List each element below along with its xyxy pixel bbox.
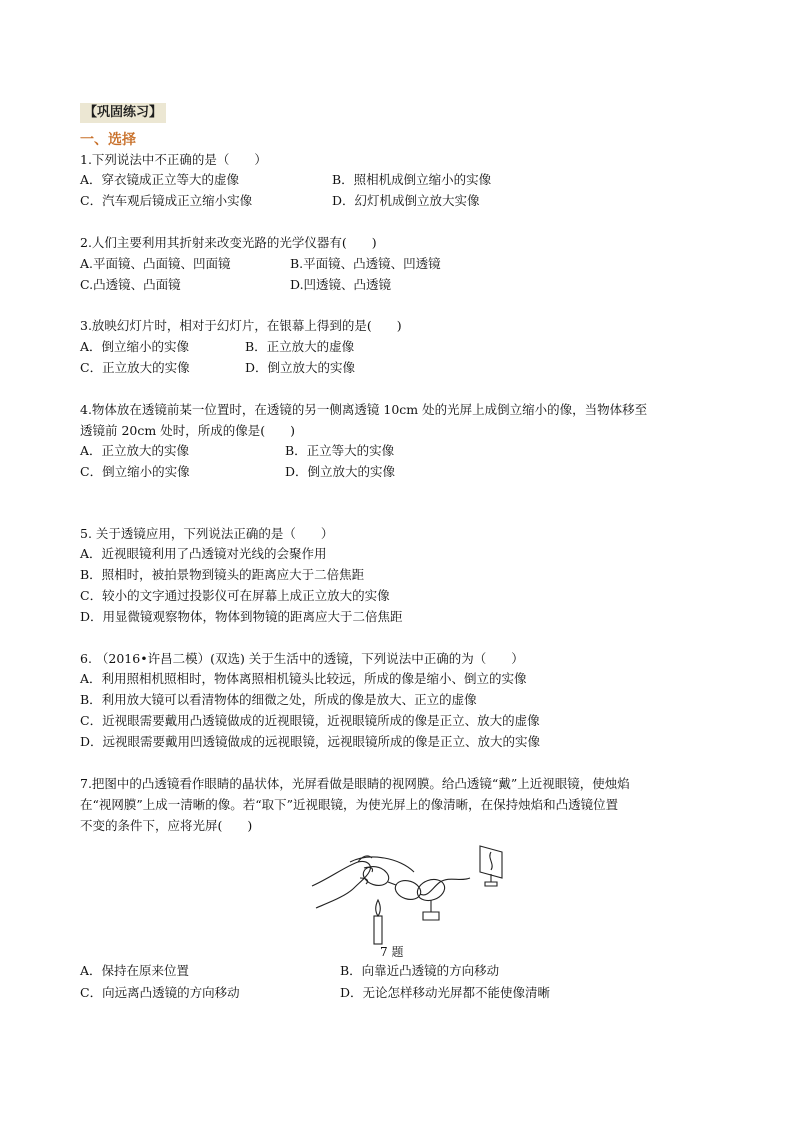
q7-option-c: C．向远离凸透镜的方向移动	[80, 985, 240, 1000]
section-badge: 【巩固练习】	[80, 103, 166, 123]
q6-option-a: A．利用照相机照相时，物体离照相机镜头比较远，所成的像是缩小、倒立的实像	[80, 671, 527, 686]
q5-stem: 5. 关于透镜应用，下列说法正确的是（ ）	[80, 526, 334, 541]
q2-stem: 2.人们主要利用其折射来改变光路的光学仪器有( )	[80, 235, 377, 250]
lens-stand	[423, 900, 439, 920]
q1-option-c: C．汽车观后镜成正立缩小实像	[80, 193, 253, 208]
q3-stem: 3.放映幻灯片时，相对于幻灯片，在银幕上得到的是( )	[80, 318, 402, 333]
candle-flame	[376, 900, 381, 916]
q3-option-d: D．倒立放大的实像	[245, 360, 356, 375]
q7-figure-caption: 7 题	[380, 945, 404, 958]
q4-stem-line1: 4.物体放在透镜前某一位置时，在透镜的另一侧离透镜 10cm 处的光屏上成倒立缩小的像，当物体移至	[80, 402, 648, 417]
q5-option-c: C．较小的文字通过投影仪可在屏幕上成正立放大的实像	[80, 588, 390, 603]
candle	[374, 916, 382, 944]
q2-option-a: A.平面镜、凸面镜、凹面镜	[80, 256, 231, 271]
q1-stem: 1.下列说法中不正确的是（ ）	[80, 152, 267, 167]
hand	[312, 861, 370, 908]
q6-option-d: D．远视眼需要戴用凹透镜做成的远视眼镜，远视眼镜所成的像是正立、放大的实像	[80, 734, 541, 749]
q7-option-b: B．向靠近凸透镜的方向移动	[340, 963, 500, 978]
q4-option-b: B．正立等大的实像	[285, 443, 395, 458]
q6-option-c: C．近视眼需要戴用凸透镜做成的近视眼镜，近视眼镜所成的像是正立、放大的虚像	[80, 713, 540, 728]
q1-option-d: D．幻灯机成倒立放大实像	[332, 193, 480, 208]
section-title: 一、选择	[80, 132, 136, 148]
q5-option-b: B．照相时，被拍景物到镜头的距离应大于二倍焦距	[80, 567, 365, 582]
q3-option-a: A．倒立缩小的实像	[80, 339, 190, 354]
screen-image	[490, 852, 492, 870]
q2-option-c: C.凸透镜、凸面镜	[80, 277, 181, 292]
q6-option-b: B．利用放大镜可以看清物体的细微之处，所成的像是放大、正立的虚像	[80, 692, 477, 707]
q4-option-d: D．倒立放大的实像	[285, 464, 396, 479]
glasses-bridge	[388, 882, 396, 885]
q7-stem-line2: 在“视网膜”上成一清晰的像。若“取下”近视眼镜，为使光屏上的像清晰，在保持烛焰和凸透镜位置	[80, 797, 619, 812]
q7-option-d: D．无论怎样移动光屏都不能使像清晰	[340, 985, 551, 1000]
q5-option-d: D．用显微镜观察物体，物体到物镜的距离应大于二倍焦距	[80, 609, 403, 624]
q7-figure	[310, 838, 530, 958]
q3-option-c: C．正立放大的实像	[80, 360, 190, 375]
q1-option-a: A．穿衣镜成正立等大的虚像	[80, 172, 240, 187]
q4-option-c: C．倒立缩小的实像	[80, 464, 190, 479]
q7-option-a: A．保持在原来位置	[80, 963, 190, 978]
q4-stem-line2: 透镜前 20cm 处时，所成的像是( )	[80, 423, 295, 438]
q6-stem: 6. （2016•许昌二模）(双选) 关于生活中的透镜，下列说法中正确的为（ ）	[80, 651, 524, 666]
q7-stem-line1: 7.把图中的凸透镜看作眼睛的晶状体，光屏看做是眼睛的视网膜。给凸透镜“戴”上近视眼镜，使烛焰	[80, 776, 630, 791]
glasses-lens-right	[393, 877, 423, 902]
q2-option-b: B.平面镜、凸透镜、凹透镜	[290, 256, 441, 271]
q3-option-b: B．正立放大的虚像	[245, 339, 355, 354]
q2-option-d: D.凹透镜、凸透镜	[290, 277, 392, 292]
q7-stem-line3: 不变的条件下，应将光屏( )	[80, 818, 253, 833]
q1-option-b: B．照相机成倒立缩小的实像	[332, 172, 492, 187]
q5-option-a: A．近视眼镜利用了凸透镜对光线的会聚作用	[80, 546, 327, 561]
q4-option-a: A．正立放大的实像	[80, 443, 190, 458]
